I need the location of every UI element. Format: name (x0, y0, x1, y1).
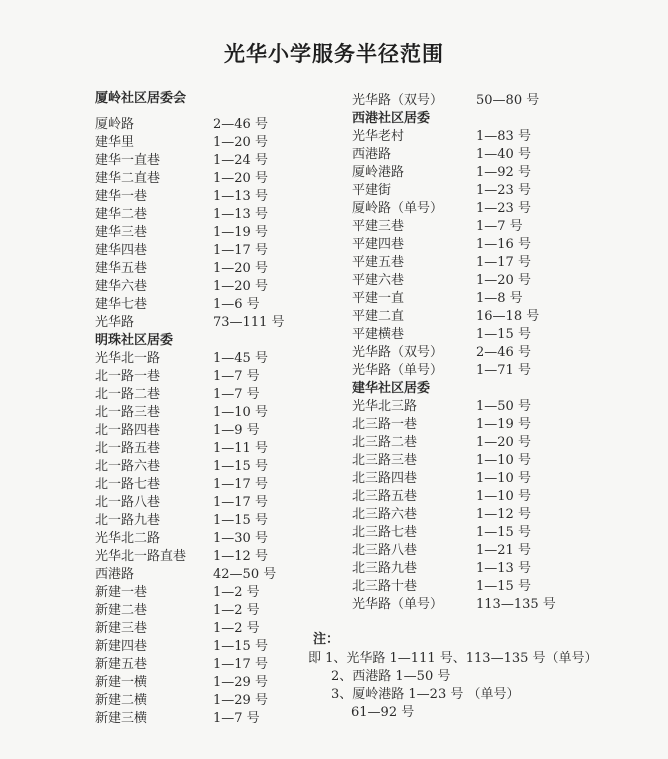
street-row (352, 182, 582, 200)
section-header: 明珠社区居委 (95, 333, 174, 348)
street-name: 平建三巷 (352, 219, 405, 234)
street-name: 北一路九巷 (95, 513, 161, 528)
house-number-range: 1—20 号 (213, 261, 268, 276)
street-row (95, 188, 305, 206)
street-name: 北一路七巷 (95, 477, 161, 492)
street-name: 建华二巷 (95, 207, 148, 222)
street-row (352, 362, 582, 380)
street-name: 北三路四巷 (352, 471, 418, 486)
street-name: 北一路四巷 (95, 423, 161, 438)
house-number-range: 16—18 号 (476, 309, 540, 324)
house-number-range: 1—2 号 (213, 603, 260, 618)
house-number-range: 1—15 号 (476, 327, 531, 342)
house-number-range: 1—10 号 (476, 471, 531, 486)
street-row (352, 470, 582, 488)
street-name: 光华路（单号） (352, 597, 444, 612)
house-number-range: 113—135 号 (476, 597, 556, 612)
street-name: 平建街 (352, 183, 392, 198)
street-row (95, 476, 305, 494)
street-row (352, 416, 582, 434)
street-row (352, 596, 582, 614)
street-row (352, 254, 582, 272)
house-number-range: 73—111 号 (213, 315, 285, 330)
street-row (95, 242, 305, 260)
house-number-range: 1—17 号 (213, 495, 268, 510)
street-name: 平建五巷 (352, 255, 405, 270)
street-row (95, 404, 305, 422)
street-row (352, 452, 582, 470)
house-number-range: 1—15 号 (476, 579, 531, 594)
street-name: 新建五巷 (95, 657, 148, 672)
street-name: 建华里 (95, 135, 135, 150)
street-name: 光华北三路 (352, 399, 418, 414)
street-name: 光华北一路直巷 (95, 549, 187, 564)
house-number-range: 42—50 号 (213, 567, 277, 582)
street-name: 北一路二巷 (95, 387, 161, 402)
house-number-range: 1—20 号 (476, 435, 531, 450)
street-name: 建华四巷 (95, 243, 148, 258)
street-name: 建华三巷 (95, 225, 148, 240)
page-title: 光华小学服务半径范围 (224, 42, 444, 66)
street-row (95, 278, 305, 296)
house-number-range: 1—2 号 (213, 621, 260, 636)
house-number-range: 1—20 号 (213, 171, 268, 186)
street-name: 光华北一路 (95, 351, 161, 366)
street-name: 新建二巷 (95, 603, 148, 618)
house-number-range: 1—19 号 (213, 225, 268, 240)
street-name: 光华路（双号） (352, 93, 444, 108)
section-header: 建华社区居委 (352, 381, 431, 396)
house-number-range: 1—23 号 (476, 183, 531, 198)
street-row (95, 710, 305, 728)
street-row (352, 218, 582, 236)
note-line-4: 61—92 号 (351, 705, 415, 720)
street-name: 光华路 (95, 315, 135, 330)
street-name: 北三路二巷 (352, 435, 418, 450)
house-number-range: 1—16 号 (476, 237, 531, 252)
street-row (95, 656, 305, 674)
house-number-range: 1—13 号 (213, 207, 268, 222)
house-number-range: 1—29 号 (213, 675, 268, 690)
house-number-range: 2—46 号 (213, 117, 268, 132)
street-row (352, 290, 582, 308)
note-line-1: 即 1、光华路 1—111 号、113—135 号（单号） (308, 651, 598, 666)
house-number-range: 1—17 号 (213, 657, 268, 672)
street-name: 北三路一巷 (352, 417, 418, 432)
street-row (352, 92, 582, 110)
street-row (352, 308, 582, 326)
house-number-range: 1—30 号 (213, 531, 268, 546)
street-name: 北三路十巷 (352, 579, 418, 594)
street-row (95, 602, 305, 620)
street-row (352, 128, 582, 146)
street-row (95, 458, 305, 476)
street-row (95, 170, 305, 188)
house-number-range: 1—71 号 (476, 363, 531, 378)
house-number-range: 1—20 号 (213, 135, 268, 150)
street-row (95, 638, 305, 656)
notes-title: 注： (313, 632, 340, 647)
street-row (352, 398, 582, 416)
house-number-range: 1—10 号 (213, 405, 268, 420)
street-row (352, 560, 582, 578)
street-name: 平建横巷 (352, 327, 405, 342)
street-row (95, 368, 305, 386)
section-header: 厦岭社区居委会 (95, 91, 187, 106)
street-name: 厦岭路（单号） (352, 201, 444, 216)
house-number-range: 1—20 号 (213, 279, 268, 294)
street-row (95, 296, 305, 314)
house-number-range: 1—23 号 (476, 201, 531, 216)
street-row (352, 578, 582, 596)
street-name: 厦岭港路 (352, 165, 405, 180)
street-row (352, 272, 582, 290)
street-row (352, 434, 582, 452)
house-number-range: 1—17 号 (213, 477, 268, 492)
house-number-range: 1—8 号 (476, 291, 523, 306)
street-row (95, 224, 305, 242)
street-row (352, 344, 582, 362)
street-row (95, 206, 305, 224)
street-name: 建华五巷 (95, 261, 148, 276)
street-name: 西港路 (95, 567, 135, 582)
house-number-range: 1—29 号 (213, 693, 268, 708)
street-row (352, 200, 582, 218)
note-line-3: 3、厦岭港路 1—23 号 （单号） (331, 687, 520, 702)
street-name: 平建二直 (352, 309, 405, 324)
house-number-range: 1—7 号 (213, 387, 260, 402)
street-name: 建华七巷 (95, 297, 148, 312)
house-number-range: 1—45 号 (213, 351, 268, 366)
street-row (95, 530, 305, 548)
street-row (95, 440, 305, 458)
street-name: 北三路九巷 (352, 561, 418, 576)
street-row (95, 512, 305, 530)
street-name: 北三路八巷 (352, 543, 418, 558)
house-number-range: 1—15 号 (213, 639, 268, 654)
house-number-range: 2—46 号 (476, 345, 531, 360)
street-name: 光华老村 (352, 129, 405, 144)
street-name: 新建一巷 (95, 585, 148, 600)
section-header: 西港社区居委 (352, 111, 431, 126)
street-name: 平建一直 (352, 291, 405, 306)
house-number-range: 1—40 号 (476, 147, 531, 162)
house-number-range: 1—10 号 (476, 489, 531, 504)
street-row (95, 116, 305, 134)
street-row (95, 620, 305, 638)
house-number-range: 1—7 号 (213, 711, 260, 726)
house-number-range: 1—20 号 (476, 273, 531, 288)
street-row (352, 488, 582, 506)
house-number-range: 1—11 号 (213, 441, 268, 456)
street-name: 平建四巷 (352, 237, 405, 252)
street-row (95, 314, 305, 332)
street-name: 北一路六巷 (95, 459, 161, 474)
street-name: 北三路六巷 (352, 507, 418, 522)
street-row (95, 152, 305, 170)
street-name: 建华一直巷 (95, 153, 161, 168)
house-number-range: 1—12 号 (213, 549, 268, 564)
street-name: 西港路 (352, 147, 392, 162)
street-name: 厦岭路 (95, 117, 135, 132)
street-name: 新建二横 (95, 693, 148, 708)
house-number-range: 1—6 号 (213, 297, 260, 312)
left-column (95, 90, 305, 728)
street-row (95, 134, 305, 152)
street-name: 建华一巷 (95, 189, 148, 204)
street-row (352, 164, 582, 182)
street-row (352, 326, 582, 344)
street-row (352, 524, 582, 542)
street-row (352, 542, 582, 560)
street-row (95, 422, 305, 440)
street-name: 建华二直巷 (95, 171, 161, 186)
house-number-range: 1—10 号 (476, 453, 531, 468)
street-name: 新建四巷 (95, 639, 148, 654)
house-number-range: 1—9 号 (213, 423, 260, 438)
right-column (352, 92, 582, 614)
street-row (95, 260, 305, 278)
house-number-range: 1—15 号 (213, 459, 268, 474)
house-number-range: 1—19 号 (476, 417, 531, 432)
street-name: 光华路（单号） (352, 363, 444, 378)
street-row (95, 692, 305, 710)
house-number-range: 1—83 号 (476, 129, 531, 144)
street-name: 新建三巷 (95, 621, 148, 636)
house-number-range: 1—17 号 (213, 243, 268, 258)
street-name: 新建一横 (95, 675, 148, 690)
street-name: 北三路五巷 (352, 489, 418, 504)
house-number-range: 1—13 号 (476, 561, 531, 576)
street-row (95, 566, 305, 584)
house-number-range: 1—15 号 (476, 525, 531, 540)
house-number-range: 1—7 号 (213, 369, 260, 384)
street-row (95, 584, 305, 602)
street-row (95, 548, 305, 566)
house-number-range: 1—12 号 (476, 507, 531, 522)
street-name: 建华六巷 (95, 279, 148, 294)
house-number-range: 1—13 号 (213, 189, 268, 204)
notes-block (308, 630, 598, 722)
house-number-range: 1—21 号 (476, 543, 531, 558)
street-name: 北一路五巷 (95, 441, 161, 456)
street-name: 北一路八巷 (95, 495, 161, 510)
house-number-range: 1—7 号 (476, 219, 523, 234)
street-row (95, 350, 305, 368)
street-row (95, 674, 305, 692)
house-number-range: 1—15 号 (213, 513, 268, 528)
house-number-range: 1—24 号 (213, 153, 268, 168)
street-row (352, 146, 582, 164)
street-name: 新建三横 (95, 711, 148, 726)
street-row (352, 236, 582, 254)
street-name: 北一路三巷 (95, 405, 161, 420)
street-name: 北一路一巷 (95, 369, 161, 384)
house-number-range: 1—92 号 (476, 165, 531, 180)
house-number-range: 50—80 号 (476, 93, 540, 108)
street-name: 光华北二路 (95, 531, 161, 546)
street-row (352, 506, 582, 524)
street-name: 平建六巷 (352, 273, 405, 288)
street-name: 光华路（双号） (352, 345, 444, 360)
street-name: 北三路三巷 (352, 453, 418, 468)
note-line-2: 2、西港路 1—50 号 (331, 669, 451, 684)
street-row (95, 494, 305, 512)
street-name: 北三路七巷 (352, 525, 418, 540)
street-row (95, 386, 305, 404)
house-number-range: 1—17 号 (476, 255, 531, 270)
house-number-range: 1—50 号 (476, 399, 531, 414)
house-number-range: 1—2 号 (213, 585, 260, 600)
